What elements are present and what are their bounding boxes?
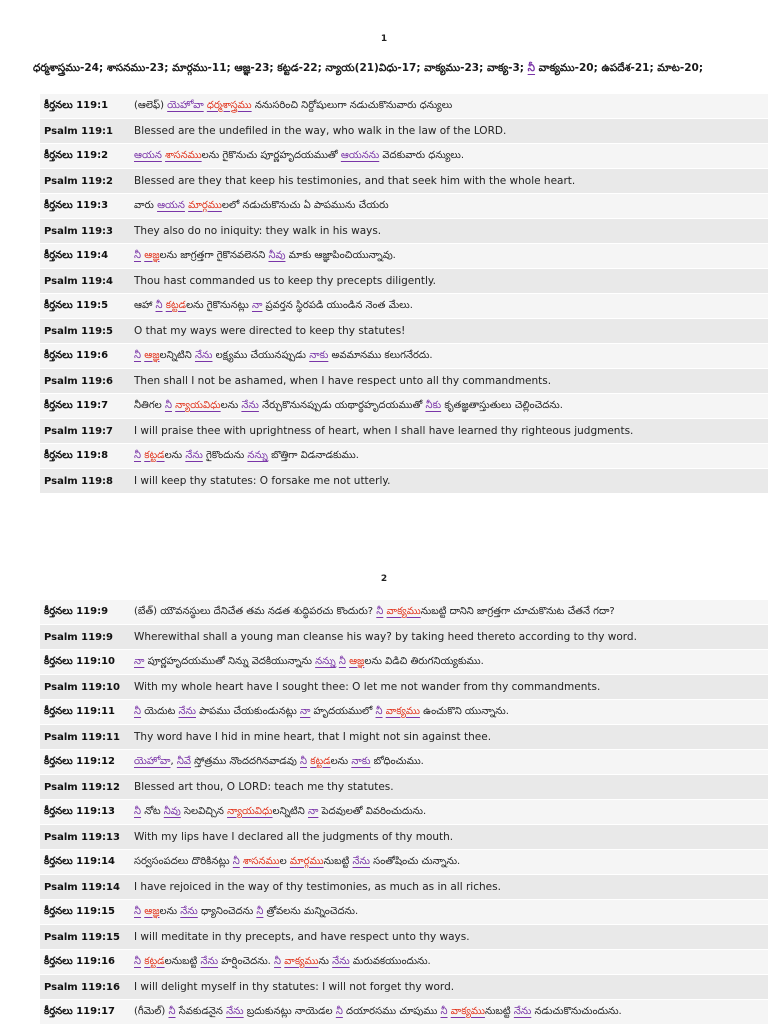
telugu-verse-row bbox=[40, 800, 768, 825]
pronoun-highlight: నీ bbox=[134, 450, 142, 461]
telugu-verse-row bbox=[40, 900, 768, 925]
verse-reference: కీర్తనలు 119:12 bbox=[44, 756, 115, 767]
verse-reference: కీర్తనలు 119:7 bbox=[44, 400, 109, 411]
pronoun-highlight: నీ bbox=[300, 756, 308, 767]
telugu-verse-text bbox=[134, 655, 484, 669]
verse-reference: Psalm 119:4 bbox=[44, 275, 114, 287]
english-verse-row bbox=[40, 219, 768, 244]
text-segment: నేర్చుకొనునప్పుడు యథార్థహృదయముతో bbox=[258, 400, 426, 411]
telugu-verse-row bbox=[40, 244, 768, 269]
english-verse-row bbox=[40, 419, 768, 444]
verse-reference: కీర్తనలు 119:17 bbox=[44, 1006, 115, 1017]
pronoun-highlight: నీవే bbox=[176, 756, 191, 767]
text-segment: కృతజ్ఞతాస్తుతులు చెల్లించెదను. bbox=[441, 400, 563, 411]
text-segment: నుబట్టి దానిని జాగ్రత్తగా చూచుకొనుట చేతనే గదా? bbox=[420, 606, 615, 617]
page-number: 1 bbox=[380, 34, 388, 44]
pronoun-highlight: నా bbox=[134, 656, 145, 667]
telugu-verse-text bbox=[134, 399, 563, 413]
verse-reference: Psalm 119:9 bbox=[44, 631, 114, 643]
pronoun-highlight: నేను bbox=[200, 956, 219, 967]
pronoun-highlight: యెహోవా bbox=[167, 100, 204, 111]
keyword-highlight: ఆజ్ఞ bbox=[144, 250, 160, 261]
text-segment: బోధించుము. bbox=[370, 756, 424, 767]
text-segment: లను bbox=[159, 906, 181, 917]
pronoun-highlight: యెహోవా bbox=[134, 756, 171, 767]
verse-reference: కీర్తనలు 119:14 bbox=[44, 856, 115, 867]
english-verse-row bbox=[40, 119, 768, 144]
text-segment: లను గైకొనుచు పూర్ణహృదయముతో bbox=[201, 150, 341, 161]
english-verse-text: With my lips have I declared all the judgments of thy mouth. bbox=[134, 831, 454, 843]
text-segment: ఆహా bbox=[134, 300, 156, 311]
telugu-verse-row bbox=[40, 294, 768, 319]
telugu-verse-text bbox=[134, 755, 424, 769]
verse-reference: Psalm 119:7 bbox=[44, 425, 114, 437]
verse-reference: Psalm 119:15 bbox=[44, 931, 120, 943]
pronoun-highlight: నీ bbox=[168, 1006, 176, 1017]
text-segment: లను bbox=[220, 400, 242, 411]
pronoun-highlight: నేను bbox=[352, 856, 370, 867]
verse-reference: Psalm 119:10 bbox=[44, 681, 120, 693]
telugu-verse-row bbox=[40, 344, 768, 369]
english-verse-row bbox=[40, 369, 768, 394]
pronoun-highlight: ఆయనను bbox=[340, 150, 380, 161]
telugu-verse-text bbox=[134, 99, 452, 113]
verse-reference: Psalm 119:12 bbox=[44, 781, 120, 793]
text-segment: , bbox=[170, 756, 177, 767]
text-segment: లన్నిటిని bbox=[272, 806, 308, 817]
pronoun-highlight: నేను bbox=[180, 906, 198, 917]
text-segment: గైకొందును bbox=[202, 450, 248, 461]
verse-reference: Psalm 119:14 bbox=[44, 881, 120, 893]
telugu-verse-row bbox=[40, 94, 768, 119]
pronoun-highlight: నా bbox=[299, 706, 311, 717]
verse-reference: కీర్తనలు 119:1 bbox=[44, 100, 109, 111]
verse-reference: కీర్తనలు 119:6 bbox=[44, 350, 109, 361]
english-verse-row bbox=[40, 975, 768, 1000]
text-segment: లను గైకొనునట్లు bbox=[186, 300, 252, 311]
english-verse-text: I will delight myself in thy statutes: I will not forget thy word. bbox=[134, 981, 455, 993]
text-segment: లను bbox=[330, 756, 352, 767]
keyword-highlight: వాక్యము bbox=[386, 606, 421, 617]
english-verse-text: Blessed are the undefiled in the way, who walk in the law of the LORD. bbox=[134, 125, 507, 137]
verse-reference: Psalm 119:8 bbox=[44, 475, 114, 487]
english-verse-row bbox=[40, 269, 768, 294]
pronoun-highlight: నీ bbox=[375, 706, 383, 717]
pronoun-highlight: నీ bbox=[338, 656, 346, 667]
text-segment: (గీమెల్) bbox=[134, 1006, 169, 1017]
keyword-highlight: వాక్యము bbox=[450, 1006, 485, 1017]
verse-reference: కీర్తనలు 119:15 bbox=[44, 906, 115, 917]
pronoun-highlight: నేను bbox=[241, 400, 259, 411]
english-verse-row bbox=[40, 625, 768, 650]
keyword-highlight: వాక్యము bbox=[284, 956, 319, 967]
page-number: 2 bbox=[380, 574, 388, 584]
verse-table bbox=[40, 94, 768, 494]
keyword-highlight: కట్టడ bbox=[144, 956, 165, 967]
telugu-verse-row bbox=[40, 700, 768, 725]
text-segment: అవమానము కలుగనేరదు. bbox=[328, 350, 433, 361]
text-segment: ఉంచుకొని యున్నాను. bbox=[419, 706, 509, 717]
keyword-highlight: వాక్యము bbox=[385, 706, 420, 717]
english-verse-text: O that my ways were directed to keep thy statutes! bbox=[134, 325, 406, 337]
english-verse-text: Blessed art thou, O LORD: teach me thy statutes. bbox=[134, 781, 394, 793]
pronoun-highlight: నాకు bbox=[351, 756, 371, 767]
text-segment: స్తోత్రము నొందదగినవాడవు bbox=[191, 756, 300, 767]
pronoun-highlight: నేను bbox=[513, 1006, 532, 1017]
telugu-verse-text bbox=[134, 1005, 622, 1019]
text-segment: హృదయములో bbox=[310, 706, 376, 717]
pronoun-highlight: నన్ను bbox=[315, 656, 336, 667]
english-verse-text: Thou hast commanded us to keep thy precepts diligently. bbox=[134, 275, 436, 287]
english-verse-text: I will keep thy statutes: O forsake me not utterly. bbox=[134, 475, 391, 487]
pronoun-highlight: నీ bbox=[134, 350, 142, 361]
pronoun-highlight: నా bbox=[307, 806, 319, 817]
english-verse-row bbox=[40, 725, 768, 750]
pronoun-highlight: నీ bbox=[274, 956, 282, 967]
pronoun-highlight: నాకు bbox=[309, 350, 329, 361]
text-segment: ధ్యానించెదను bbox=[197, 906, 257, 917]
verse-reference: Psalm 119:5 bbox=[44, 325, 114, 337]
text-segment: నడుచుకొనుచుందును. bbox=[531, 1006, 622, 1017]
keyword-highlight: కట్టడ bbox=[310, 756, 331, 767]
pronoun-highlight: నేను bbox=[194, 350, 213, 361]
telugu-verse-row bbox=[40, 750, 768, 775]
telugu-verse-text bbox=[134, 249, 396, 263]
telugu-verse-text bbox=[134, 349, 433, 363]
text-segment: ధర్మశాస్త్రము-24; శాసనము-23; మార్గము-11; ఆజ్ఞ-23; కట్టడ-22; న్యాయ(21)విధు-17; వాక్యము-23; వాక్య-3; bbox=[33, 62, 528, 74]
verse-reference: కీర్తనలు 119:9 bbox=[44, 606, 109, 617]
pronoun-highlight: నేను bbox=[178, 706, 196, 717]
pronoun-highlight: ఆయన bbox=[157, 200, 185, 211]
pronoun-highlight: నన్ను bbox=[247, 450, 268, 461]
english-verse-row bbox=[40, 675, 768, 700]
keyword-highlight: మార్గము bbox=[289, 856, 324, 867]
text-segment: బొత్తిగా విడనాడకుము. bbox=[267, 450, 359, 461]
text-segment: లను విడిచి తిరుగనియ్యకుము. bbox=[364, 656, 484, 667]
text-segment: లను జాగ్రత్తగా గైకొనవలెనని bbox=[159, 250, 269, 261]
telugu-verse-text bbox=[134, 855, 460, 869]
text-segment: లన్నిటిని bbox=[159, 350, 195, 361]
verse-reference: Psalm 119:2 bbox=[44, 175, 114, 187]
text-segment: సర్వసంపదలు దొరికినట్లు bbox=[134, 856, 233, 867]
pronoun-highlight: నీ bbox=[134, 956, 142, 967]
keyword-highlight: ఆజ్ఞ bbox=[144, 350, 160, 361]
pronoun-highlight: నీ bbox=[256, 906, 264, 917]
telugu-verse-row bbox=[40, 850, 768, 875]
pronoun-highlight: నీ bbox=[134, 906, 142, 917]
pronoun-highlight: నా bbox=[251, 300, 263, 311]
verse-reference: కీర్తనలు 119:8 bbox=[44, 450, 109, 461]
english-verse-text: They also do no iniquity: they walk in his ways. bbox=[134, 225, 382, 237]
text-segment: పెదవులతో వివరించుదును. bbox=[318, 806, 427, 817]
pronoun-highlight: నీ bbox=[527, 62, 536, 74]
verse-reference: Psalm 119:6 bbox=[44, 375, 114, 387]
verse-reference: కీర్తనలు 119:4 bbox=[44, 250, 109, 261]
english-verse-text: Then shall I not be ashamed, when I have respect unto all thy commandments. bbox=[134, 375, 552, 387]
text-segment: ల bbox=[279, 856, 290, 867]
text-segment: మరువకయుందును. bbox=[349, 956, 431, 967]
english-verse-text: I have rejoiced in the way of thy testimonies, as much as in all riches. bbox=[134, 881, 501, 893]
verse-reference: కీర్తనలు 119:16 bbox=[44, 956, 115, 967]
telugu-verse-text bbox=[134, 705, 509, 719]
telugu-verse-row bbox=[40, 600, 768, 625]
telugu-verse-text bbox=[134, 605, 615, 619]
text-segment: నీతిగల bbox=[134, 400, 165, 411]
english-verse-row bbox=[40, 925, 768, 950]
text-segment: లను bbox=[164, 450, 186, 461]
pronoun-highlight: నేను bbox=[226, 1006, 244, 1017]
pronoun-highlight: నీకు bbox=[425, 400, 442, 411]
text-segment: బ్రదుకునట్లు నాయెడల bbox=[243, 1006, 336, 1017]
verse-reference: Psalm 119:16 bbox=[44, 981, 120, 993]
text-segment: త్రోవలను మన్నించెదను. bbox=[263, 906, 359, 917]
keyword-highlight: న్యాయవిధు bbox=[227, 806, 273, 817]
telugu-verse-text bbox=[134, 149, 464, 163]
verse-reference: కీర్తనలు 119:3 bbox=[44, 200, 109, 211]
pronoun-highlight: నేను bbox=[332, 956, 350, 967]
keyword-highlight: కట్టడ bbox=[165, 300, 187, 311]
verse-reference: Psalm 119:3 bbox=[44, 225, 114, 237]
pronoun-highlight: నీ bbox=[134, 806, 142, 817]
pronoun-highlight: నీవు bbox=[268, 250, 286, 261]
telugu-verse-text bbox=[134, 905, 358, 919]
text-segment: నోట bbox=[141, 806, 164, 817]
english-verse-row bbox=[40, 775, 768, 800]
text-segment: లలో నడుచుకొనుచు ఏ పాపమును చేయరు bbox=[221, 200, 389, 211]
text-segment: వారు bbox=[134, 200, 158, 211]
text-segment: వెదకువారు ధన్యులు. bbox=[379, 150, 465, 161]
english-verse-row bbox=[40, 319, 768, 344]
keyword-highlight: ఆజ్ఞ bbox=[144, 906, 160, 917]
text-segment: నుబట్టి bbox=[323, 856, 353, 867]
pronoun-highlight: నీ bbox=[232, 856, 240, 867]
keyword-highlight: ఆజ్ఞ bbox=[349, 656, 365, 667]
text-segment: పూర్ణహృదయముతో నిన్ను వెదకియున్నాను bbox=[144, 656, 316, 667]
pronoun-highlight: నీ bbox=[440, 1006, 448, 1017]
keyword-highlight: శాసనము bbox=[165, 150, 202, 161]
keyword-highlight: ధర్మశాస్త్రము bbox=[206, 100, 252, 111]
telugu-verse-text bbox=[134, 299, 413, 313]
telugu-verse-text bbox=[134, 199, 389, 213]
verse-reference: Psalm 119:11 bbox=[44, 731, 120, 743]
text-segment: ననుసరించి నిర్దోషులుగా నడుచుకొనువారు ధన్యులు bbox=[251, 100, 453, 111]
telugu-verse-text bbox=[134, 449, 359, 463]
text-segment: (బేత్) యౌవనస్థులు దేనిచేత తమ నడత శుద్ధిపరచు కొందురు? bbox=[134, 606, 377, 617]
keyword-highlight: న్యాయవిధు bbox=[175, 400, 221, 411]
text-segment: మాకు ఆజ్ఞాపించియున్నావు. bbox=[285, 250, 396, 261]
text-segment: పాపము చేయకుండునట్లు bbox=[196, 706, 300, 717]
english-verse-text: Wherewithal shall a young man cleanse his way? by taking heed thereto according to thy word. bbox=[134, 631, 637, 643]
telugu-verse-row bbox=[40, 444, 768, 469]
telugu-verse-row bbox=[40, 194, 768, 219]
keyword-highlight: శాసనము bbox=[242, 856, 280, 867]
text-segment: నుబట్టి bbox=[484, 1006, 514, 1017]
english-verse-row bbox=[40, 825, 768, 850]
keyword-highlight: మార్గము bbox=[188, 200, 222, 211]
verse-reference: కీర్తనలు 119:10 bbox=[44, 656, 115, 667]
text-segment: వాక్యము-20; ఉపదేశ-21; మాట-20; bbox=[535, 62, 704, 74]
pronoun-highlight: నీవు bbox=[163, 806, 181, 817]
text-segment: సంతోషించు చున్నాను. bbox=[370, 856, 461, 867]
verse-reference: కీర్తనలు 119:13 bbox=[44, 806, 115, 817]
text-segment: లక్ష్యము చేయునప్పుడు bbox=[212, 350, 310, 361]
pronoun-highlight: నీ bbox=[335, 1006, 343, 1017]
english-verse-row bbox=[40, 169, 768, 194]
telugu-verse-text bbox=[134, 805, 426, 819]
english-verse-text: Thy word have I hid in mine heart, that I might not sin against thee. bbox=[134, 731, 492, 743]
telugu-verse-text bbox=[134, 955, 431, 969]
telugu-verse-row bbox=[40, 650, 768, 675]
english-verse-row bbox=[40, 469, 768, 494]
telugu-verse-row bbox=[40, 1000, 768, 1025]
text-segment: ప్రవర్తన స్థిరపడి యుండిన నెంత మేలు. bbox=[262, 300, 413, 311]
verse-reference: Psalm 119:1 bbox=[44, 125, 114, 137]
text-segment: హర్షించెదను. bbox=[218, 956, 275, 967]
verse-reference: కీర్తనలు 119:5 bbox=[44, 300, 109, 311]
english-verse-text: With my whole heart have I sought thee: O let me not wander from thy commandments. bbox=[134, 681, 601, 693]
pronoun-highlight: నీ bbox=[164, 400, 172, 411]
verse-reference: Psalm 119:13 bbox=[44, 831, 120, 843]
english-verse-text: I will meditate in thy precepts, and have respect unto thy ways. bbox=[134, 931, 470, 943]
text-segment: దయారసము చూపుము bbox=[342, 1006, 441, 1017]
text-segment: యెదుట bbox=[141, 706, 179, 717]
text-segment: (ఆలెఫ్) bbox=[134, 100, 168, 111]
pronoun-highlight: నేను bbox=[185, 450, 203, 461]
telugu-verse-row bbox=[40, 144, 768, 169]
text-segment: ను bbox=[318, 956, 333, 967]
verse-reference: కీర్తనలు 119:11 bbox=[44, 706, 115, 717]
english-verse-text: I will praise thee with uprightness of heart, when I shall have learned thy righteous judgments. bbox=[134, 425, 634, 437]
verse-reference: కీర్తనలు 119:2 bbox=[44, 150, 109, 161]
pronoun-highlight: నీ bbox=[134, 250, 142, 261]
english-verse-text: Blessed are they that keep his testimonies, and that seek him with the whole heart. bbox=[134, 175, 576, 187]
pronoun-highlight: నీ bbox=[134, 706, 142, 717]
telugu-verse-row bbox=[40, 950, 768, 975]
text-segment: లనుబట్టి bbox=[164, 956, 201, 967]
pronoun-highlight: నీ bbox=[155, 300, 163, 311]
verse-table bbox=[40, 600, 768, 1025]
pronoun-highlight: నీ bbox=[376, 606, 384, 617]
text-segment: సెలవిచ్చిన bbox=[180, 806, 228, 817]
telugu-verse-row bbox=[40, 394, 768, 419]
english-verse-row bbox=[40, 875, 768, 900]
keyword-frequency-list bbox=[33, 60, 768, 76]
pronoun-highlight: ఆయన bbox=[134, 150, 162, 161]
keyword-highlight: కట్టడ bbox=[144, 450, 165, 461]
text-segment: సేవకుడనైన bbox=[175, 1006, 227, 1017]
